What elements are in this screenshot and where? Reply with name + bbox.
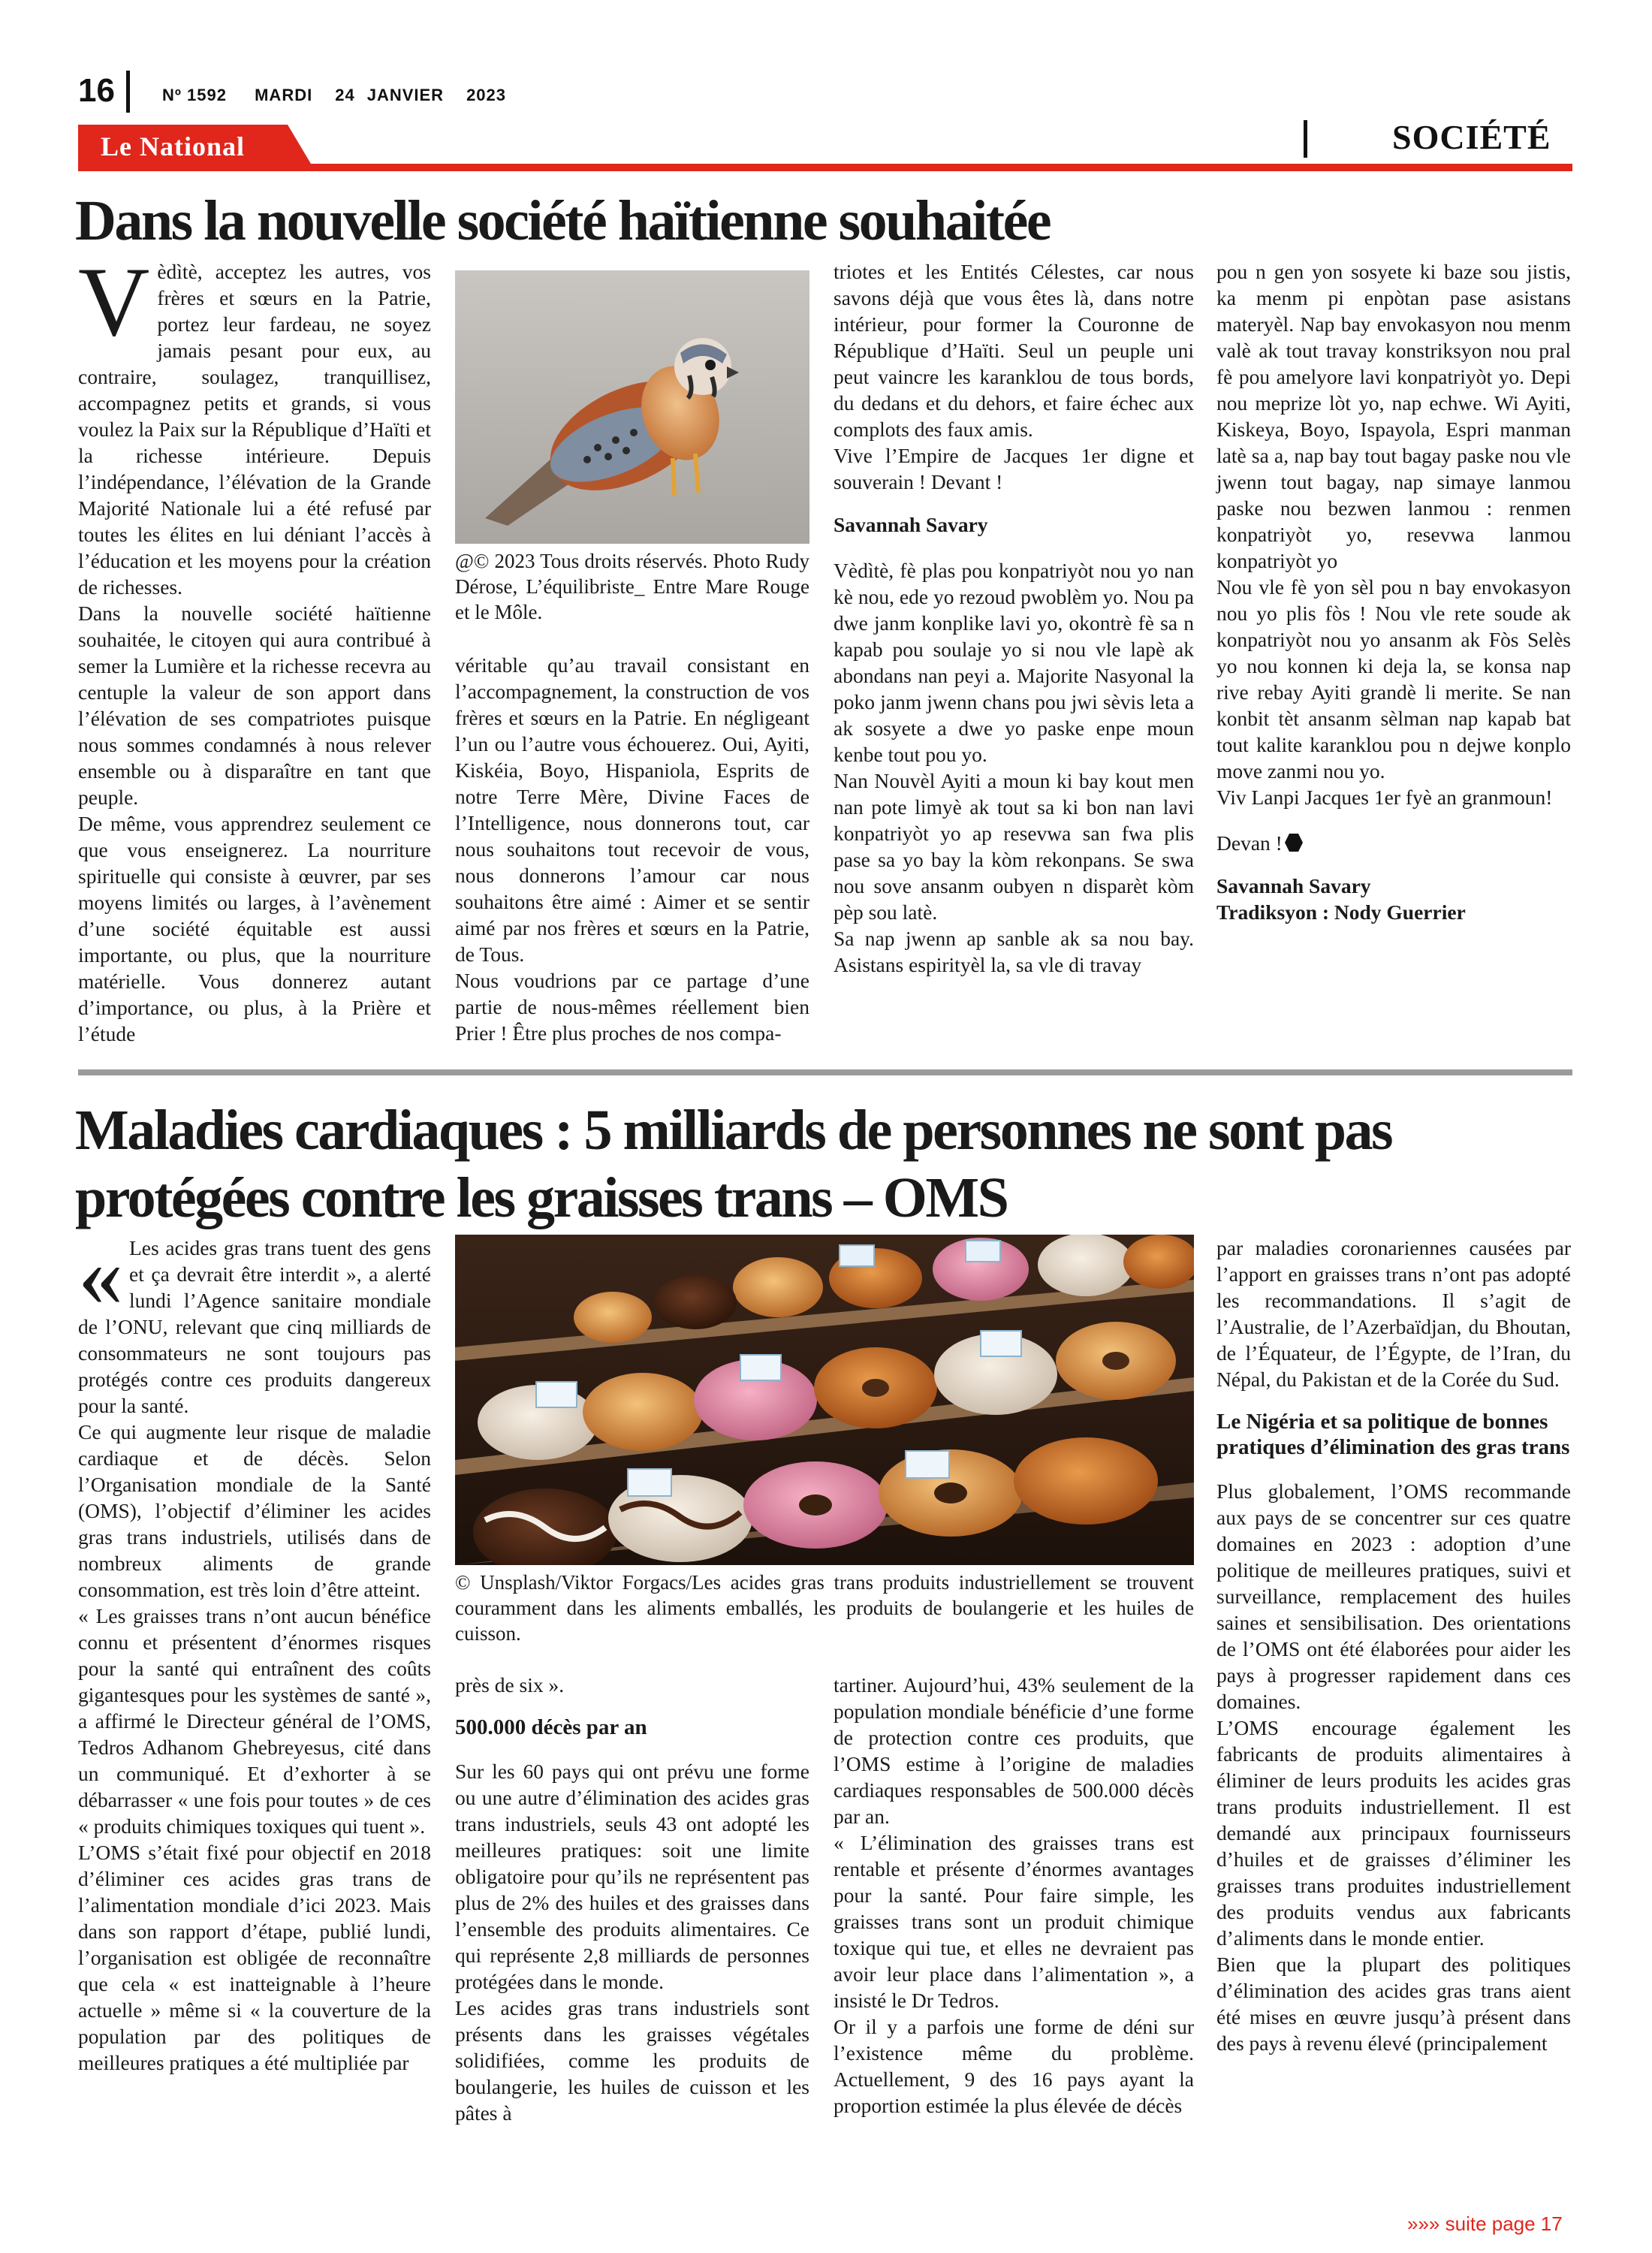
article2-column-1 [78,1225,431,2076]
article1-dropcap: V [78,246,150,357]
article2-column-3 [834,1672,1194,2119]
article2-quote-mark: « [78,1225,123,1325]
brand-name: Le National [101,131,246,161]
article2-lead-text: Les acides gras trans tuent des gens et ça devrait être interdit », a alerté lundi l’Agence sanitaire mondiale de l’ONU, relevant que cinq milliards de consommateurs ne sont toujours pas protégés contre ces produits dangereux pour la santé. [78,1236,431,1417]
article-divider [78,1069,1572,1075]
donuts-photo-icon [455,1235,1194,1565]
article2-image-caption: © Unsplash/Viktor Forgacs/Les acides gras trans produits industriellement se trouvent couramment dans les aliments emballés, les produits de boulangerie et les huiles de cuisson. [455,1571,1194,1645]
article1-paragraph [78,246,431,600]
kestrel-bird-photo [455,270,809,544]
header-divider [126,71,130,113]
article1-paragraph: De même, vous apprendrez seulement ce que vous enseignerez. La nourriture spirituelle qui consiste à œuvrer, par ses moyens limités ou larges, à l’avènement d’une société équitable est aussi importante, ou plus, que la nourriture matérielle. Vous donnerez autant d’importance, ou plus, à la Prière et l’étude [78,812,431,1045]
page-number: 16 [78,72,115,109]
article2-paragraph [78,1225,431,1419]
header-red-rule [78,164,1572,171]
issue-day: 24 [335,86,355,104]
article2-paragraph: tartiner. Aujourd’hui, 43% seulement de la population mondiale bénéficie d’une forme de protection contre ces produits, que l’OMS estime à l’origine de maladies cardiaques responsables de 500.000 décès par an. [834,1673,1194,1828]
article1-devan: Devan ! [1216,831,1283,855]
article1-closing [1216,830,1571,856]
article1-paragraph: Vive l’Empire de Jacques 1er digne et souverain ! Devant ! [834,444,1194,493]
issue-number: Nº 1592 [162,86,227,104]
article1-column-1 [78,246,431,1047]
article1-paragraph: véritable qu’au travail consistant en l’accompagnement, la construction de vos frères et sœurs en la Patrie. En négligeant l’un ou l’autre vous échouerez. Oui, Ayiti, Kiskéia, Boyo, Hispaniola, Esprits de notre Terre Mère, Divine Faces de l’Intelligence, nous donnerons tout, car nous souhaitons tout recevoir de vous, nous donnerons l’amour car nous souhaitons être aimé : Aimer et se sentir aimé par nos frères et sœurs en la Patrie, de Tous. [455,653,809,966]
article1-headline: Dans la nouvelle société haïtienne souhaitée [75,189,1051,252]
issue-weekday: MARDI [255,86,313,104]
article1-column-2 [455,652,809,1046]
article2-column-2 [455,1672,809,2126]
article2-paragraph: L’OMS encourage également les fabricants de produits alimentaires à éliminer de leurs produits les acides gras trans produits industriellement. Il est demandé aux principaux fournisseurs d’huiles et de graisses d’éliminer les graisses trans produites industriellement des produits vendus aux fabricants d’aliments dans le monde entier. [1216,1716,1571,1950]
article1-paragraph: triotes et les Entités Célestes, car nous savons déjà que vous êtes là, dans notre intérieur, pour former la Couronne de République d’Haïti. Seul un peuple uni peut vaincre les karanklou de tous bords, du dedans et du dehors, et faire échec aux complots des faux amis. [834,260,1194,441]
article1-lead-text: èdìtè, acceptez les autres, vos frères et sœurs en la Patrie, portez leur fardeau, ne soyez jamais pesant pour eux, au contraire, soulagez, tranquillisez, accompagnez petits et grands, si vous voulez la Paix sur la République d’Haïti et la richesse intérieure. Depuis l’indépendance, l’élévation de la Grande Majorité Nationale lui a été refusé par toutes les élites en lui déniant l’accès à l’éducation et les moyens pour la création de richesses. [78,260,431,599]
article2-column-4 [1216,1235,1571,2056]
article1-paragraph: Dans la nouvelle société haïtienne souhaitée, le citoyen qui aura contribué à semer la Lumière et la richesse recevra au centuple la valeur de son apport dans l’élévation de ses compatriotes puisque nous sommes condamnés à nous relever ensemble ou à disparaître en tant que peuple. [78,602,431,809]
article1-translator: Tradiksyon : Nody Guerrier [1216,900,1466,924]
article2-headline: Maladies cardiaques : 5 milliards de personnes ne sont pas protégées contre les graisses trans – OMS [75,1099,1392,1229]
donuts-bakery-photo [455,1235,1194,1565]
issue-year: 2023 [466,86,507,104]
article1-column-3 [834,258,1194,978]
section-name: SOCIÉTÉ [1392,118,1551,156]
spacer [834,538,1194,557]
article1-paragraph: Nou vle fè yon sèl pou n bay envokasyon nou yo plis fòs ! Nou vle rete soude ak konpatriyòt nou yo ansanm ak Fòs Selès yo nou konnen ki deja la, se konsa nap rive rebay Ayiti grandè li merite. Se nan konbit tèt ansanm sèlman nap kapab bat tout kalite karanklou pou n dejwe konplo move zanmi nou yo. [1216,575,1571,783]
spacer [1216,810,1571,830]
article1-paragraph: pou n gen yon sosyete ki baze sou jistis, ka menm pi enpòtan pase asistans materyèl. Nap bay envokasyon nou menm valè ak tout travay konstriksyon nou pral fè pou amelyore lavi konpatriyòt yo. Depi nou meprize lòt yo, nap echwe. Wi Ayiti, Kiskeya, Boyo, Ispayola, Espri manman latè sa a, nap bay tout bagay paske nou vle jwenn tout bagay, nap simaye lanmou paske nou bezwen lanmou : renmen konpatriyòt yo, resevwa lanmou konpatriyòt yo [1216,260,1571,572]
article1-column-4 [1216,258,1571,925]
article1-paragraph: Sa nap jwenn ap sanble ak sa nou bay. Asistans espirityèl la, sa vle di travay [834,927,1194,976]
article2-paragraph: Ce qui augmente leur risque de maladie cardiaque et de décès. Selon l’Organisation mondiale de la Santé (OMS), l’objectif d’éliminer les acides gras trans industriels, utilisés dans de nombreux aliments de grande consommation, est très loin d’être atteint. [78,1420,431,1601]
article1-paragraph: Nous voudrions par ce partage d’une partie de nous-mêmes réellement bien Prier ! Être plus proches de nos compa- [455,969,809,1045]
article2-paragraph: « Les graisses trans n’ont aucun bénéfice connu et présentent d’énormes risques pour la santé qui entraînent des coûts gigantesques pour les systèmes de santé », a affirmé le Directeur général de l’OMS, Tedros Adhanom Ghebreyesus, cité dans un communiqué. Et d’exhorter à se débarrasser « une fois pour toutes » de ces « produits chimiques toxiques qui tuent ». [78,1604,431,1838]
article2-subheading: Le Nigéria et sa politique de bonnes pratiques d’élimination des gras trans [1216,1410,1570,1459]
article2-paragraph: Les acides gras trans industriels sont présents dans les graisses végétales solidifiées, comme les produits de boulangerie, les huiles de cuisson et les pâtes à [455,1996,809,2125]
bird-photo-icon [455,270,809,544]
article1-image-caption: @© 2023 Tous droits réservés. Photo Rudy Dérose, L’équilibriste_ Entre Mare Rouge et le Môle. [455,550,809,623]
end-mark-icon [1284,833,1304,852]
article2-paragraph: par maladies coronariennes causées par l’apport en graisses trans n’ont pas adopté les recommandations. Il s’agit de l’Australie, de l’Azerbaïdjan, du Bhoutan, de l’Équateur, de l’Égypte, de l’Iran, du Népal, du Pakistan et de la Corée du Sud. [1216,1236,1571,1391]
article2-paragraph: Bien que la plupart des politiques d’élimination des acides gras trans aient été mises en œuvre jusqu’à présent dans des pays à revenu élevé (principalement [1216,1953,1571,2055]
article2-subheading: 500.000 décès par an [455,1715,647,1739]
continued-link[interactable]: »»» suite page 17 [1407,2212,1563,2235]
article1-paragraph: Viv Lanpi Jacques 1er fyè an granmoun! [1216,786,1553,809]
issue-month: JANVIER [366,86,445,104]
article2-paragraph: Or il y a parfois une forme de déni sur l’existence même du problème. Actuellement, 9 des 16 pays ayant la proportion estimée la plus élevée de décès [834,2015,1194,2117]
article2-paragraph: « L’élimination des graisses trans est rentable et présente d’énormes avantages pour la santé. Pour faire simple, les graisses trans sont un produit chimique toxique qui tue, et elles ne devraient pas avoir leur place dans l’alimentation », a insisté le Dr Tedros. [834,1831,1194,2012]
issue-meta [162,86,529,105]
article1-paragraph: Vèdìtè, fè plas pou konpatriyòt nou yo nan kè nou, ede yo rezoud pwoblèm yo. Nou pa dwe janm konplike lavi yo, okontrè fè sa n kapab pou soulaje yo si nou vle lapè ak abondans nan peyi a. Majorite Nasyonal la poko janm jwenn chans pou jwi sèvis leta a ak sosyete a dwe yo paske enpe moun kenbe tout pou yo. [834,559,1194,766]
section-divider [1304,120,1307,158]
article2-paragraph: L’OMS s’était fixé pour objectif en 2018 d’éliminer ces acides gras trans de l’alimentation mondiale d’ici 2023. Mais dans son rapport d’étape, publié lundi, l’organisation est obligée de reconnaître que cela « est inatteignable à l’heure actuelle » même si « la couverture de la population par des politiques de meilleures pratiques a été multipliée par [78,1841,431,2074]
article2-paragraph: près de six ». [455,1673,565,1697]
article1-byline: Savannah Savary [1216,874,1371,897]
article2-paragraph: Sur les 60 pays qui ont prévu une forme ou une autre d’élimination des acides gras trans industriels, seuls 43 ont adopté les meilleures pratiques: soit une limite obligatoire pour qu’ils ne représentent pas plus de 2% des huiles et des graisses dans l’ensemble des produits alimentaires. Ce qui représente 2,8 milliards de personnes protégées dans le monde. [455,1760,809,1993]
article2-paragraph: Plus globalement, l’OMS recommande aux pays de se concentrer sur ces quatre domaines en 2023 : adoption d’une politique de meilleures pratiques, suivi et surveillance, remplacement des huiles saines et sensibilisation. Des orientations de l’OMS ont été élaborées pour aider les pays à progresser rapidement dans ces domaines. [1216,1479,1571,1713]
article1-byline: Savannah Savary [834,513,988,536]
article1-paragraph: Nan Nouvèl Ayiti a moun ki bay kout men nan pote limyè ak tout sa ki bon nan lavi konpatriyòt yo ap resevwa san fwa plis pase sa yo bay la kòm rekonpans. Se swa nou sove ansanm oubyen n disparèt kòm pèp sou latè. [834,769,1194,924]
